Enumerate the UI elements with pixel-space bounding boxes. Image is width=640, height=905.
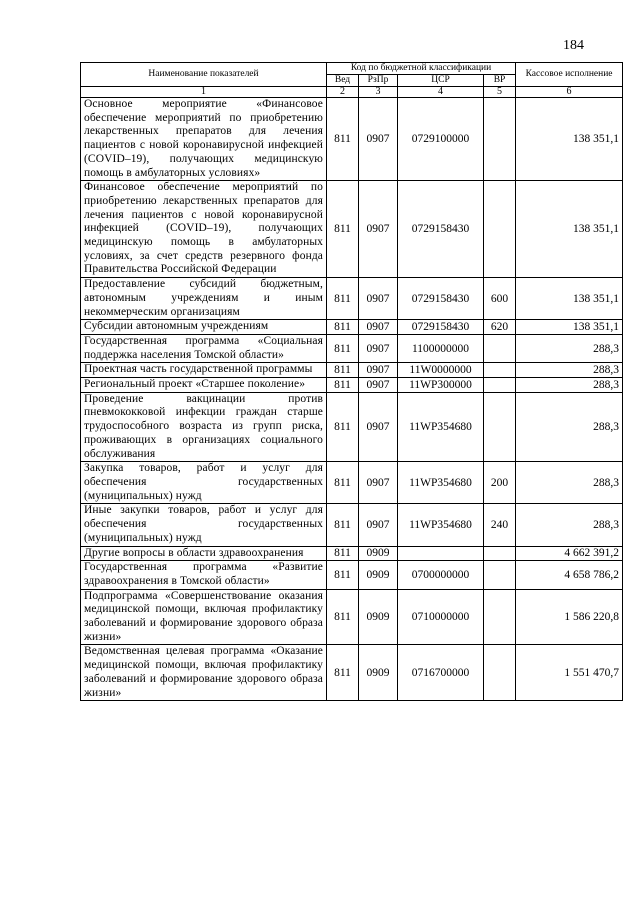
row-csr: 0729158430 <box>398 181 484 278</box>
row-vr: 200 <box>484 462 516 504</box>
page-number: 184 <box>563 38 584 53</box>
column-number-row <box>81 87 623 98</box>
row-ved: 811 <box>327 98 359 181</box>
row-vr <box>484 561 516 589</box>
row-amount: 288,3 <box>516 392 623 462</box>
table-row <box>81 589 623 645</box>
column-number: 6 <box>516 87 623 98</box>
row-vr: 240 <box>484 504 516 546</box>
table-row <box>81 378 623 393</box>
row-rzpr: 0907 <box>359 363 398 378</box>
row-amount: 4 658 786,2 <box>516 561 623 589</box>
row-vr <box>484 392 516 462</box>
row-csr: 0716700000 <box>398 645 484 701</box>
row-amount: 288,3 <box>516 504 623 546</box>
row-name: Субсидии автономным учреждениям <box>81 320 327 335</box>
row-ved: 811 <box>327 546 359 561</box>
column-number: 3 <box>359 87 398 98</box>
row-rzpr: 0907 <box>359 392 398 462</box>
row-amount: 138 351,1 <box>516 320 623 335</box>
row-csr: 0729158430 <box>398 320 484 335</box>
row-name: Финансовое обеспечение мероприятий по приобретению лекарственных препаратов для лечения пациентов с новой коронавирусной инфекцией (COVID–19), получающих медицинскую помощь в амбулаторных условиях, за счет средств резервного фонда Правительства Российской Федерации <box>81 181 327 278</box>
row-rzpr: 0909 <box>359 561 398 589</box>
row-vr <box>484 645 516 701</box>
table-row <box>81 334 623 362</box>
row-csr: 0729158430 <box>398 278 484 320</box>
row-name: Подпрограмма «Совершенствование оказания медицинской помощи, включая профилактику заболеваний и формирование здорового образа жизни» <box>81 589 327 645</box>
table-row <box>81 462 623 504</box>
header-vr: ВР <box>484 75 516 87</box>
column-number: 5 <box>484 87 516 98</box>
row-csr: 11WP354680 <box>398 462 484 504</box>
row-csr: 0710000000 <box>398 589 484 645</box>
row-name: Государственная программа «Развитие здравоохранения в Томской области» <box>81 561 327 589</box>
row-ved: 811 <box>327 645 359 701</box>
table-row <box>81 363 623 378</box>
row-name: Другие вопросы в области здравоохранения <box>81 546 327 561</box>
row-csr: 0729100000 <box>398 98 484 181</box>
row-rzpr: 0909 <box>359 645 398 701</box>
row-rzpr: 0907 <box>359 504 398 546</box>
row-amount: 288,3 <box>516 462 623 504</box>
header-rzpr: РзПр <box>359 75 398 87</box>
table-row <box>81 98 623 181</box>
header-csr: ЦСР <box>398 75 484 87</box>
row-name: Закупка товаров, работ и услуг для обеспечения государственных (муниципальных) нужд <box>81 462 327 504</box>
column-number: 1 <box>81 87 327 98</box>
row-amount: 288,3 <box>516 363 623 378</box>
table-row <box>81 645 623 701</box>
row-name: Ведомственная целевая программа «Оказание медицинской помощи, включая профилактику заболеваний и формирование здорового образа жизни» <box>81 645 327 701</box>
row-amount: 138 351,1 <box>516 181 623 278</box>
row-rzpr: 0907 <box>359 334 398 362</box>
row-name: Проведение вакцинации против пневмококковой инфекции граждан старше трудоспособного возраста из групп риска, проживающих в организациях социального обслуживания <box>81 392 327 462</box>
row-amount: 1 586 220,8 <box>516 589 623 645</box>
row-vr <box>484 98 516 181</box>
row-amount: 288,3 <box>516 378 623 393</box>
row-rzpr: 0907 <box>359 378 398 393</box>
row-ved: 811 <box>327 278 359 320</box>
row-vr <box>484 378 516 393</box>
row-vr <box>484 363 516 378</box>
row-ved: 811 <box>327 462 359 504</box>
row-vr: 600 <box>484 278 516 320</box>
row-ved: 811 <box>327 363 359 378</box>
row-csr <box>398 546 484 561</box>
row-rzpr: 0907 <box>359 181 398 278</box>
row-amount: 138 351,1 <box>516 278 623 320</box>
table-row <box>81 561 623 589</box>
row-vr <box>484 181 516 278</box>
table-row <box>81 392 623 462</box>
row-ved: 811 <box>327 589 359 645</box>
row-vr <box>484 334 516 362</box>
row-rzpr: 0907 <box>359 462 398 504</box>
row-vr <box>484 589 516 645</box>
column-number: 2 <box>327 87 359 98</box>
row-name: Иные закупки товаров, работ и услуг для обеспечения государственных (муниципальных) нужд <box>81 504 327 546</box>
row-rzpr: 0907 <box>359 320 398 335</box>
row-ved: 811 <box>327 320 359 335</box>
row-ved: 811 <box>327 504 359 546</box>
row-name: Проектная часть государственной программы <box>81 363 327 378</box>
row-rzpr: 0907 <box>359 278 398 320</box>
table-row <box>81 181 623 278</box>
header-ved: Вед <box>327 75 359 87</box>
row-ved: 811 <box>327 392 359 462</box>
table-row <box>81 278 623 320</box>
row-ved: 811 <box>327 334 359 362</box>
row-ved: 811 <box>327 561 359 589</box>
row-name: Предоставление субсидий бюджетным, автономным учреждениям и иным некоммерческим организациям <box>81 278 327 320</box>
row-rzpr: 0907 <box>359 98 398 181</box>
row-csr: 11W0000000 <box>398 363 484 378</box>
row-name: Региональный проект «Старшее поколение» <box>81 378 327 393</box>
row-name: Государственная программа «Социальная поддержка населения Томской области» <box>81 334 327 362</box>
header-row <box>81 63 623 75</box>
row-amount: 4 662 391,2 <box>516 546 623 561</box>
table-row <box>81 546 623 561</box>
table-row <box>81 504 623 546</box>
row-csr: 11WP354680 <box>398 392 484 462</box>
row-ved: 811 <box>327 181 359 278</box>
row-csr: 11WP354680 <box>398 504 484 546</box>
row-csr: 0700000000 <box>398 561 484 589</box>
row-amount: 138 351,1 <box>516 98 623 181</box>
row-name: Основное мероприятие «Финансовое обеспечение мероприятий по приобретению лекарственных препаратов для лечения пациентов с новой коронавирусной инфекцией (COVID–19), получающих медицинскую помощь в амбулаторных условиях» <box>81 98 327 181</box>
budget-table <box>80 62 623 701</box>
row-rzpr: 0909 <box>359 589 398 645</box>
row-amount: 1 551 470,7 <box>516 645 623 701</box>
column-number: 4 <box>398 87 484 98</box>
row-ved: 811 <box>327 378 359 393</box>
row-csr: 11WP300000 <box>398 378 484 393</box>
header-exec: Кассовое исполнение <box>516 63 623 87</box>
header-code-group: Код по бюджетной классификации <box>327 63 516 75</box>
row-amount: 288,3 <box>516 334 623 362</box>
table-row <box>81 320 623 335</box>
row-vr: 620 <box>484 320 516 335</box>
row-rzpr: 0909 <box>359 546 398 561</box>
row-csr: 1100000000 <box>398 334 484 362</box>
header-name: Наименование показателей <box>81 63 327 87</box>
row-vr <box>484 546 516 561</box>
